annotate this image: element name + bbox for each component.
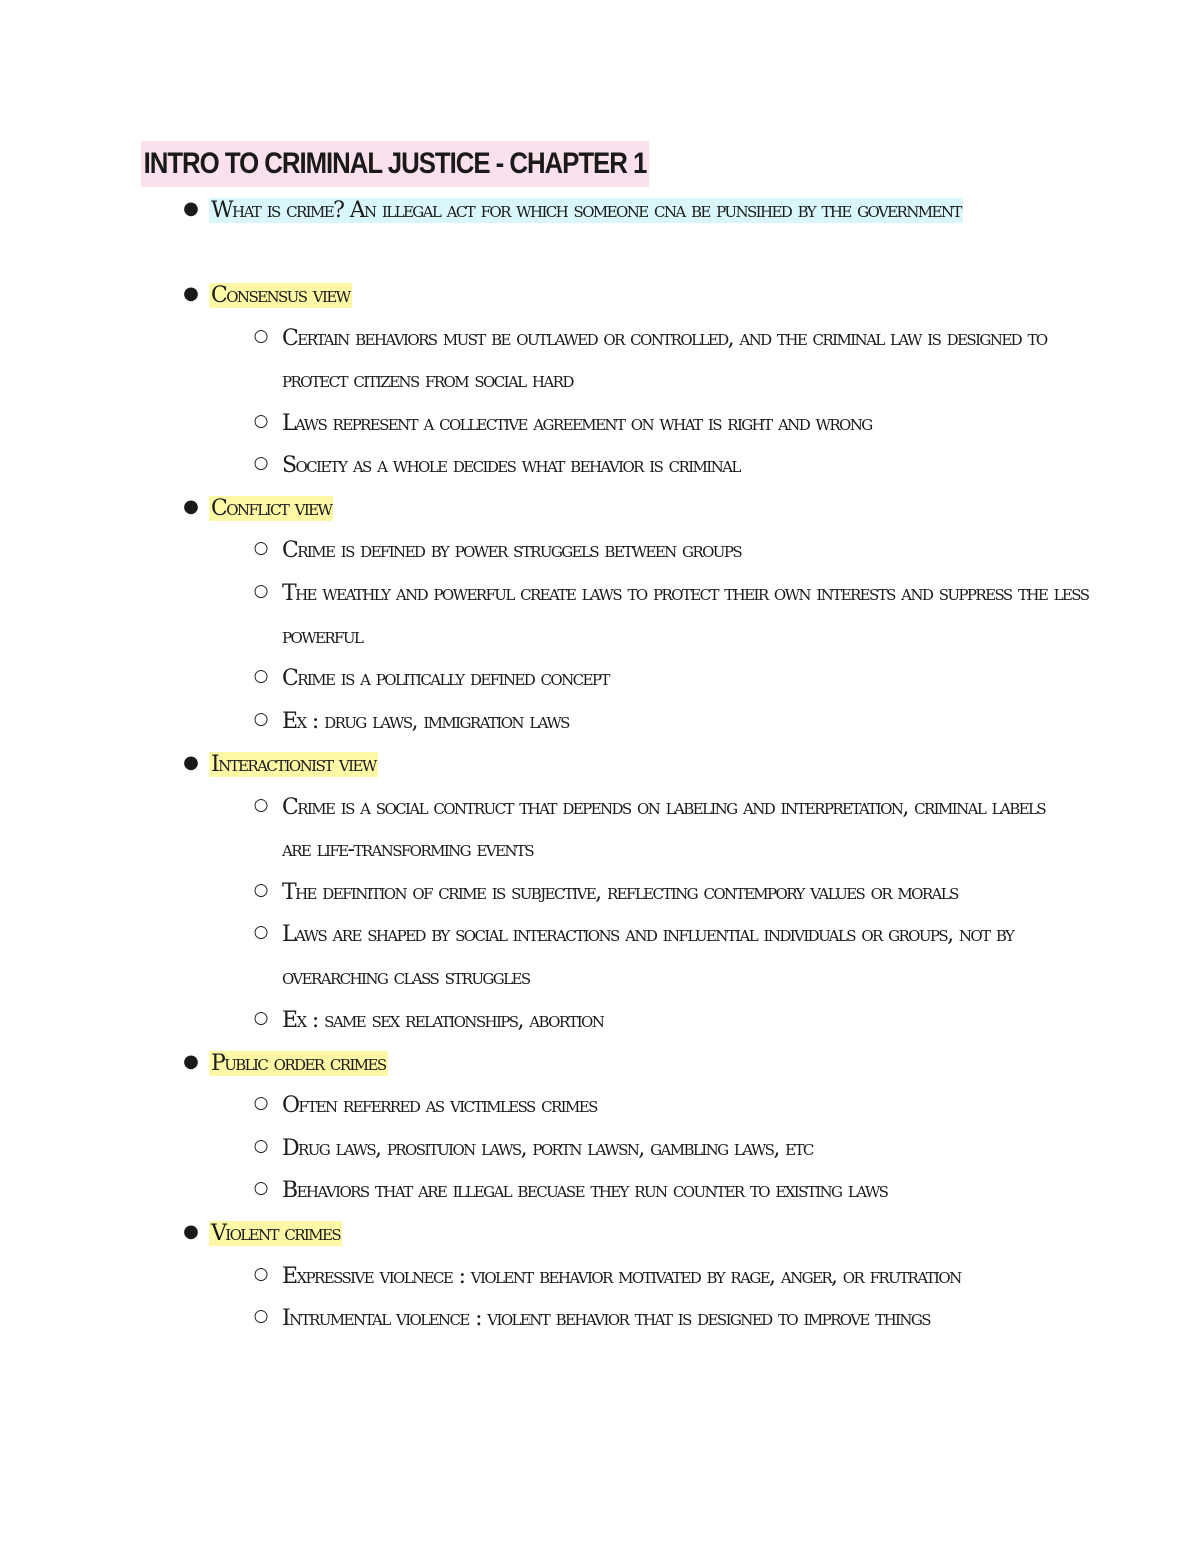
list-item-text: Ex : drug laws, immigration laws xyxy=(282,709,569,734)
bullet-filled-icon: ● xyxy=(183,496,199,517)
bullet-hollow-icon: ○ xyxy=(253,880,269,900)
list-item-text: powerful xyxy=(282,624,363,649)
list-item-text: Often referred as victimless crimes xyxy=(282,1093,597,1118)
bullet-filled-icon: ● xyxy=(183,1221,199,1242)
bullet-hollow-icon: ○ xyxy=(253,1264,269,1284)
list-item-text: Crime is a social contruct that depends on labeling and interpretation, criminal labels xyxy=(282,795,1045,820)
section-heading-label: Conflict view xyxy=(211,496,332,521)
section-heading-label: Violent crimes xyxy=(211,1221,341,1246)
list-item-text: The weathly and powerful create laws to protect their own interests and suppress the less xyxy=(282,581,1089,606)
bullet-hollow-icon: ○ xyxy=(253,1008,269,1028)
bullet-hollow-icon: ○ xyxy=(253,326,269,346)
section-heading-label: Consensus view xyxy=(211,283,350,308)
bullet-filled-icon: ● xyxy=(183,198,199,219)
bullet-hollow-icon: ○ xyxy=(253,1136,269,1156)
section-heading-label: Interactionist view xyxy=(211,752,376,777)
bullet-hollow-icon: ○ xyxy=(253,922,269,942)
list-item-text: Laws represent a collective agreement on what is right and wrong xyxy=(282,411,872,436)
bullet-filled-icon: ● xyxy=(183,752,199,773)
list-item-text: Crime is a politically defined concept xyxy=(282,666,609,691)
bullet-hollow-icon: ○ xyxy=(253,453,269,473)
list-item-text: Ex : same sex relationships, abortion xyxy=(282,1008,604,1033)
list-item-text: are life-transforming events xyxy=(282,837,534,862)
list-item-text: Certain behaviors must be outlawed or controlled, and the criminal law is designed to xyxy=(282,326,1047,351)
list-item-text: Behaviors that are illegal becuase they run counter to existing laws xyxy=(282,1178,888,1203)
list-item-text: Laws are shaped by social interactions and influential individuals or groups, not by xyxy=(282,922,1014,947)
bullet-hollow-icon: ○ xyxy=(253,411,269,431)
crime-definition: What is crime? An illegal act for which someone cna be punsihed by the government xyxy=(211,198,961,223)
list-item-text: protect citizens from social hard xyxy=(282,368,573,393)
bullet-hollow-icon: ○ xyxy=(253,1178,269,1198)
list-item-text: The definition of crime is subjective, reflecting contempory values or morals xyxy=(282,880,958,905)
list-item-text: Society as a whole decides what behavior is criminal xyxy=(282,453,740,478)
bullet-filled-icon: ● xyxy=(183,283,199,304)
section-heading-label: Public order crimes xyxy=(211,1051,386,1076)
bullet-hollow-icon: ○ xyxy=(253,666,269,686)
bullet-hollow-icon: ○ xyxy=(253,538,269,558)
bullet-hollow-icon: ○ xyxy=(253,709,269,729)
list-item-text: Intrumental violence : violent behavior that is designed to improve things xyxy=(282,1306,930,1331)
bullet-hollow-icon: ○ xyxy=(253,1306,269,1326)
bullet-hollow-icon: ○ xyxy=(253,581,269,601)
bullet-hollow-icon: ○ xyxy=(253,1093,269,1113)
list-item-text: Expressive violnece : violent behavior motivated by rage, anger, or frutration xyxy=(282,1264,961,1289)
list-item-text: Drug laws, prosituion laws, portn lawsn, gambling laws, etc xyxy=(282,1136,813,1161)
list-item-text: overarching class struggles xyxy=(282,965,530,990)
bullet-hollow-icon: ○ xyxy=(253,795,269,815)
bullet-filled-icon: ● xyxy=(183,1051,199,1072)
page-title: INTRO TO CRIMINAL JUSTICE - CHAPTER 1 xyxy=(141,141,649,187)
list-item-text: Crime is defined by power struggels between groups xyxy=(282,538,742,563)
